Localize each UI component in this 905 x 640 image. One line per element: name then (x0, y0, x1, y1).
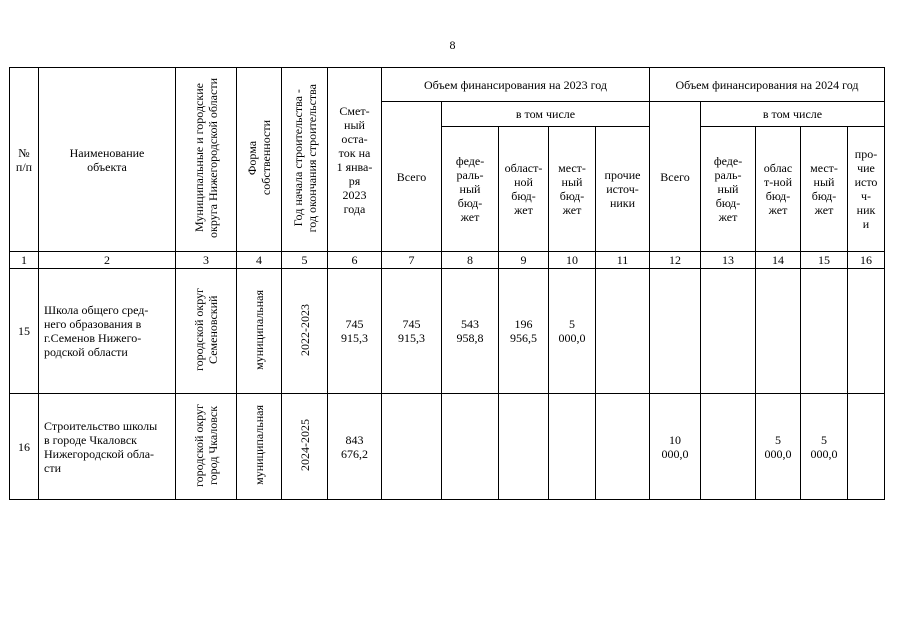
total-2023-cell (382, 394, 442, 500)
ownership-text: муниципальная (252, 405, 266, 485)
loc-2023-cell: 5 000,0 (549, 269, 596, 394)
fed-2023-cell: 543 958,8 (442, 269, 499, 394)
header-fed-2023: феде- раль- ный бюд- жет (442, 127, 499, 252)
ownership-cell (237, 269, 282, 394)
fed-2024-cell (701, 394, 756, 500)
loc-2023-cell (549, 394, 596, 500)
col-number: 3 (176, 252, 237, 269)
ownership-cell (237, 394, 282, 500)
col-number: 4 (237, 252, 282, 269)
years-text: 2022-2023 (297, 303, 312, 356)
estimate-cell: 745 915,3 (328, 269, 382, 394)
header-other-2023: прочие источ- ники (596, 127, 650, 252)
years-cell (282, 269, 328, 394)
other-2024-cell (848, 394, 885, 500)
col-number: 8 (442, 252, 499, 269)
row-num: 16 (10, 394, 39, 500)
col-number: 10 (549, 252, 596, 269)
district-cell (176, 394, 237, 500)
header-loc-2023: мест- ный бюд- жет (549, 127, 596, 252)
loc-2024-cell (801, 269, 848, 394)
header-district-text: Муниципальные и городские округа Нижегородской области (192, 78, 220, 238)
total-2024-cell (650, 269, 701, 394)
header-total-2023: Всего (382, 102, 442, 252)
district-text: городской округ город Чкаловск (192, 403, 220, 487)
financing-table (9, 67, 885, 500)
col-number: 5 (282, 252, 328, 269)
years-text: 2024-2025 (297, 419, 312, 471)
total-2024-cell: 10 000,0 (650, 394, 701, 500)
header-fed-2024: феде- раль- ный бюд- жет (701, 127, 756, 252)
reg-2024-cell (756, 269, 801, 394)
header-ownership (237, 68, 282, 252)
years-cell (282, 394, 328, 500)
header-num: № п/п (10, 68, 39, 252)
fed-2023-cell (442, 394, 499, 500)
col-number: 15 (801, 252, 848, 269)
district-cell (176, 269, 237, 394)
col-number: 9 (499, 252, 549, 269)
other-2024-cell (848, 269, 885, 394)
loc-2024-cell: 5 000,0 (801, 394, 848, 500)
header-name: Наименование объекта (39, 68, 176, 252)
row-num: 15 (10, 269, 39, 394)
col-number: 2 (39, 252, 176, 269)
ownership-text: муниципальная (252, 289, 266, 370)
header-incl-2024: в том числе (701, 102, 885, 127)
header-incl-2023: в том числе (442, 102, 650, 127)
page-number: 8 (449, 38, 456, 52)
table-row (10, 269, 885, 394)
district-text: городской округ Семеновский (192, 288, 220, 371)
reg-2023-cell: 196 956,5 (499, 269, 549, 394)
header-ownership-text: Форма собственности (245, 120, 273, 196)
header-fin2023: Объем финансирования на 2023 год (382, 68, 650, 102)
estimate-cell: 843 676,2 (328, 394, 382, 500)
object-name: Строительство школы в городе Чкаловск Нижегородской обла- сти (39, 394, 176, 500)
col-number: 1 (10, 252, 39, 269)
column-number-row (10, 252, 885, 269)
header-years-text: Год начала строительства - год окончания строительства (290, 83, 319, 233)
fed-2024-cell (701, 269, 756, 394)
col-number: 13 (701, 252, 756, 269)
col-number: 12 (650, 252, 701, 269)
col-number: 16 (848, 252, 885, 269)
header-estimate: Смет- ный оста- ток на 1 янва- ря 2023 года (328, 68, 382, 252)
reg-2024-cell: 5 000,0 (756, 394, 801, 500)
total-2023-cell: 745 915,3 (382, 269, 442, 394)
object-name: Школа общего сред- него образования в г.Семенов Нижего- родской области (39, 269, 176, 394)
col-number: 11 (596, 252, 650, 269)
header-reg-2023: област- ной бюд- жет (499, 127, 549, 252)
header-years (282, 68, 328, 252)
col-number: 14 (756, 252, 801, 269)
col-number: 7 (382, 252, 442, 269)
header-other-2024: про- чие исто ч- ник и (848, 127, 885, 252)
other-2023-cell (596, 269, 650, 394)
reg-2023-cell (499, 394, 549, 500)
table-row (10, 394, 885, 500)
other-2023-cell (596, 394, 650, 500)
header-fin2024: Объем финансирования на 2024 год (650, 68, 885, 102)
header-reg-2024: облас т-ной бюд- жет (756, 127, 801, 252)
header-loc-2024: мест- ный бюд- жет (801, 127, 848, 252)
header-total-2024: Всего (650, 102, 701, 252)
header-district (176, 68, 237, 252)
header-row-1 (10, 68, 885, 102)
col-number: 6 (328, 252, 382, 269)
